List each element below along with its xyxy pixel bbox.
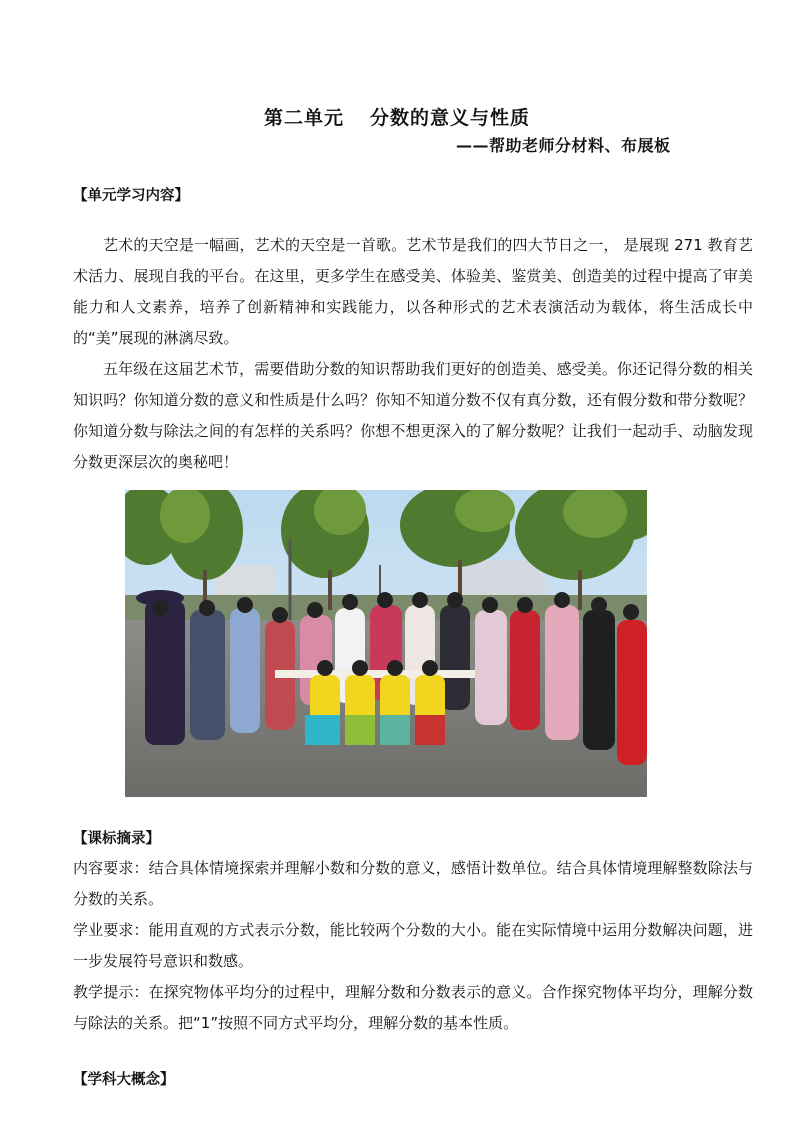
section-heading-big-concept: 【学科大概念】 bbox=[73, 1072, 175, 1088]
title-unit: 第二单元 bbox=[263, 107, 344, 129]
teaching-tip: 教学提示：在探究物体平均分的过程中，理解分数和分数表示的意义。合作探究物体平均分，理解分数与除法的关系。把“1”按照不同方式平均分，理解分数的基本性质。 bbox=[73, 983, 753, 1032]
intro-paragraph-2: 五年级在这届艺术节，需要借助分数的知识帮助我们更好的创造美、感受美。你还记得分数的相关知识吗？你知道分数的意义和性质是什么吗？你知不知道分数不仅有真分数，还有假分数和带分数呢？你知道分数与除法之间的有怎样的关系吗？你想不想更深入的了解分数呢？让我们一起动手、动脑发现分数更深层次的奥秘吧！ bbox=[73, 360, 753, 471]
section-heading-unit-content: 【单元学习内容】 bbox=[73, 188, 189, 204]
art-festival-photo bbox=[125, 490, 647, 797]
academic-requirement: 学业要求：能用直观的方式表示分数，能比较两个分数的大小。能在实际情境中运用分数解决问题，进一步发展符号意识和数感。 bbox=[73, 921, 753, 970]
title-topic: 分数的意义与性质 bbox=[370, 107, 531, 129]
page-title bbox=[0, 103, 794, 130]
page-subtitle: ——帮助老师分材料、布展板 bbox=[456, 136, 671, 155]
content-requirement: 内容要求：结合具体情境探索并理解小数和分数的意义，感悟计数单位。结合具体情境理解整数除法与分数的关系。 bbox=[73, 859, 753, 908]
section-heading-curriculum: 【课标摘录】 bbox=[73, 831, 160, 847]
intro-paragraph-1: 艺术的天空是一幅画，艺术的天空是一首歌。艺术节是我们的四大节日之一， 是展现 271 教育艺术活力、展现自我的平台。在这里，更多学生在感受美、体验美、鉴赏美、创造美的过程中提高了审美能力和人文素养，培养了创新精神和实践能力，以各种形式的艺术表演活动为载体，将生活成长中的“美”展现的淋漓尽致。 bbox=[73, 236, 753, 347]
